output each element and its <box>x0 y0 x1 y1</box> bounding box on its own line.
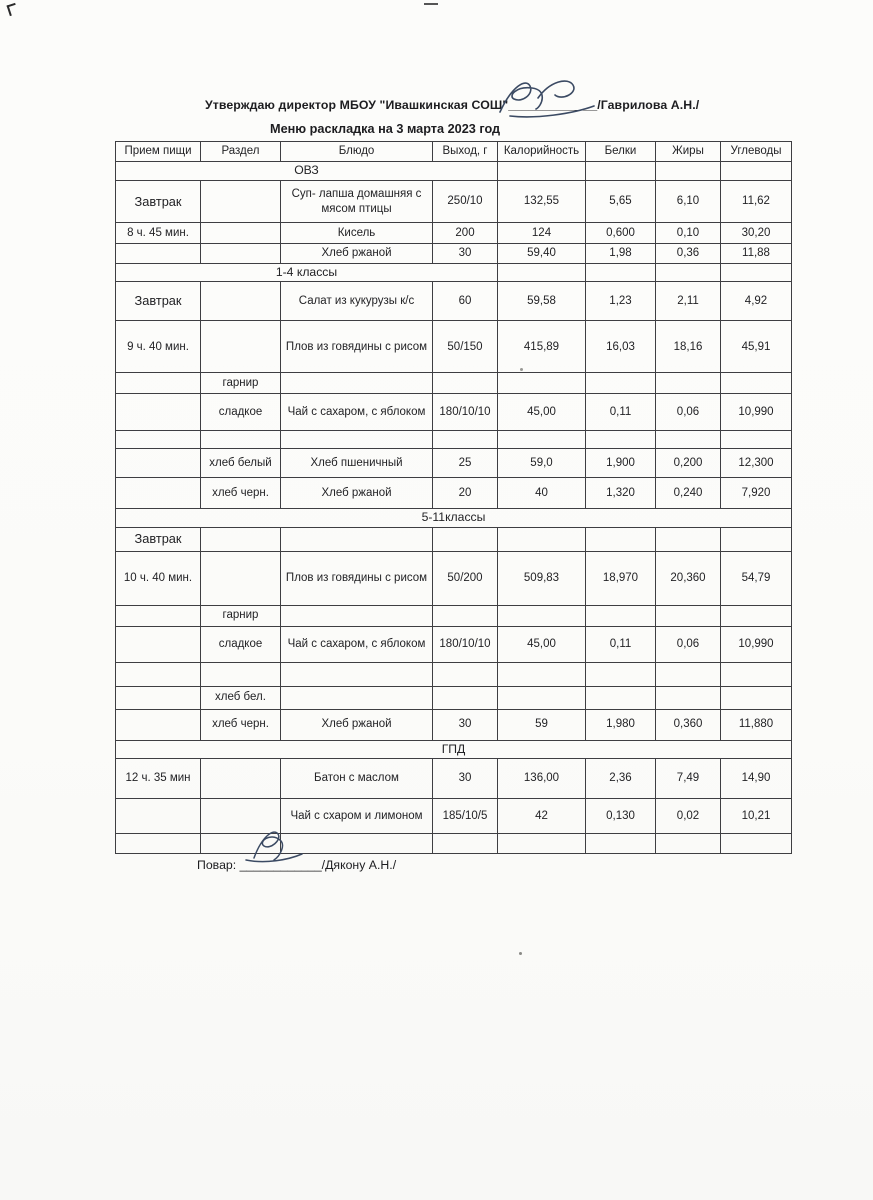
cook-name: /Дякону А.Н./ <box>321 858 397 872</box>
dish-cell <box>281 431 433 449</box>
protein-cell <box>586 662 656 686</box>
carbs-cell: 10,990 <box>721 626 792 662</box>
razdel-cell: сладкое <box>201 626 281 662</box>
carbs-cell: 10,21 <box>721 798 792 833</box>
table-row <box>116 449 792 478</box>
razdel-cell: сладкое <box>201 394 281 431</box>
carbs-cell <box>721 431 792 449</box>
approval-name: /Гаврилова А.Н./ <box>597 98 700 112</box>
table-row <box>116 626 792 662</box>
protein-cell: 0,11 <box>586 394 656 431</box>
output-cell <box>433 662 498 686</box>
output-cell <box>433 373 498 394</box>
document-title: Меню раскладка на 3 марта 2023 год <box>270 122 501 136</box>
razdel-cell: хлеб белый <box>201 449 281 478</box>
razdel-cell <box>201 798 281 833</box>
razdel-cell <box>201 321 281 373</box>
approval-line <box>205 98 699 112</box>
razdel-cell: хлеб черн. <box>201 478 281 509</box>
output-cell <box>433 686 498 709</box>
output-cell: 185/10/5 <box>433 798 498 833</box>
table-row <box>116 431 792 449</box>
column-header: Раздел <box>201 142 281 162</box>
fat-cell: 0,36 <box>656 244 721 264</box>
protein-cell <box>586 373 656 394</box>
razdel-cell <box>201 551 281 605</box>
calories-cell <box>498 373 586 394</box>
carbs-cell: 30,20 <box>721 223 792 244</box>
output-cell: 250/10 <box>433 181 498 223</box>
meal-time-cell <box>116 394 201 431</box>
dish-cell: Чай с схаром и лимоном <box>281 798 433 833</box>
cook-line <box>197 858 396 872</box>
table-row <box>116 244 792 264</box>
calories-cell: 136,00 <box>498 758 586 798</box>
fat-cell: 0,02 <box>656 798 721 833</box>
protein-cell: 0,130 <box>586 798 656 833</box>
table-row <box>116 223 792 244</box>
table-row <box>116 758 792 798</box>
dish-cell: Хлеб пшеничный <box>281 449 433 478</box>
empty-cell <box>656 162 721 181</box>
razdel-cell <box>201 244 281 264</box>
meal-time-cell <box>116 244 201 264</box>
fat-cell <box>656 527 721 551</box>
protein-cell: 18,970 <box>586 551 656 605</box>
section-row <box>116 162 792 181</box>
table-body <box>116 162 792 854</box>
empty-cell <box>586 162 656 181</box>
fat-cell: 0,06 <box>656 394 721 431</box>
protein-cell <box>586 605 656 626</box>
column-header: Калорийность <box>498 142 586 162</box>
empty-cell <box>721 162 792 181</box>
column-header: Выход, г <box>433 142 498 162</box>
meal-time-cell <box>116 449 201 478</box>
section-label: ГПД <box>116 740 792 758</box>
dish-cell <box>281 686 433 709</box>
table-row <box>116 709 792 740</box>
dish-cell: Плов из говядины с рисом <box>281 551 433 605</box>
section-label: 5-11классы <box>116 509 792 527</box>
output-cell: 30 <box>433 244 498 264</box>
fat-cell: 18,16 <box>656 321 721 373</box>
protein-cell: 1,98 <box>586 244 656 264</box>
section-row <box>116 740 792 758</box>
calories-cell: 509,83 <box>498 551 586 605</box>
column-header: Жиры <box>656 142 721 162</box>
dish-cell: Суп- лапша домашняя с мясом птицы <box>281 181 433 223</box>
carbs-cell <box>721 686 792 709</box>
empty-cell <box>586 264 656 282</box>
table-header-row <box>116 142 792 162</box>
scan-artifact-dot <box>519 952 522 955</box>
calories-cell <box>498 605 586 626</box>
meal-time-cell <box>116 686 201 709</box>
calories-cell: 59,0 <box>498 449 586 478</box>
cook-signature-blank: ____________ <box>239 858 322 872</box>
table-row <box>116 478 792 509</box>
calories-cell <box>498 833 586 853</box>
empty-cell <box>656 264 721 282</box>
meal-time-cell: Завтрак <box>116 527 201 551</box>
empty-cell <box>498 264 586 282</box>
carbs-cell <box>721 662 792 686</box>
protein-cell <box>586 833 656 853</box>
carbs-cell: 12,300 <box>721 449 792 478</box>
dish-cell: Чай с сахаром, с яблоком <box>281 626 433 662</box>
output-cell <box>433 605 498 626</box>
approval-text: Утверждаю директор МБОУ "Ивашкинская СОШ" <box>205 98 509 112</box>
carbs-cell: 14,90 <box>721 758 792 798</box>
calories-cell: 45,00 <box>498 394 586 431</box>
dish-cell <box>281 527 433 551</box>
output-cell <box>433 833 498 853</box>
meal-time-cell <box>116 798 201 833</box>
fat-cell: 20,360 <box>656 551 721 605</box>
meal-time-cell: 9 ч. 40 мин. <box>116 321 201 373</box>
razdel-cell: хлеб бел. <box>201 686 281 709</box>
output-cell: 25 <box>433 449 498 478</box>
fat-cell: 7,49 <box>656 758 721 798</box>
calories-cell: 59 <box>498 709 586 740</box>
dish-cell: Плов из говядины с рисом <box>281 321 433 373</box>
table-row <box>116 527 792 551</box>
section-row <box>116 264 792 282</box>
protein-cell: 1,980 <box>586 709 656 740</box>
calories-cell: 42 <box>498 798 586 833</box>
output-cell: 180/10/10 <box>433 394 498 431</box>
meal-time-cell: 8 ч. 45 мин. <box>116 223 201 244</box>
output-cell: 20 <box>433 478 498 509</box>
meal-time-cell <box>116 833 201 853</box>
meal-time-cell: 10 ч. 40 мин. <box>116 551 201 605</box>
carbs-cell <box>721 605 792 626</box>
table-row <box>116 551 792 605</box>
cook-label: Повар: <box>197 858 237 872</box>
column-header: Блюдо <box>281 142 433 162</box>
meal-time-cell <box>116 662 201 686</box>
calories-cell <box>498 527 586 551</box>
dish-cell: Чай с сахаром, с яблоком <box>281 394 433 431</box>
table-row <box>116 373 792 394</box>
table-row <box>116 686 792 709</box>
fat-cell <box>656 431 721 449</box>
calories-cell: 40 <box>498 478 586 509</box>
razdel-cell <box>201 758 281 798</box>
table-row <box>116 282 792 321</box>
table-row <box>116 605 792 626</box>
calories-cell: 415,89 <box>498 321 586 373</box>
protein-cell: 1,900 <box>586 449 656 478</box>
dish-cell: Кисель <box>281 223 433 244</box>
fat-cell <box>656 662 721 686</box>
output-cell: 50/200 <box>433 551 498 605</box>
table-row <box>116 321 792 373</box>
dish-cell: Салат из кукурузы к/с <box>281 282 433 321</box>
dish-cell: Батон с маслом <box>281 758 433 798</box>
table-row <box>116 798 792 833</box>
carbs-cell: 11,88 <box>721 244 792 264</box>
carbs-cell: 7,920 <box>721 478 792 509</box>
dish-cell <box>281 605 433 626</box>
column-header: Белки <box>586 142 656 162</box>
carbs-cell: 4,92 <box>721 282 792 321</box>
fat-cell: 0,360 <box>656 709 721 740</box>
carbs-cell: 54,79 <box>721 551 792 605</box>
razdel-cell <box>201 223 281 244</box>
meal-time-cell <box>116 626 201 662</box>
fat-cell <box>656 686 721 709</box>
razdel-cell <box>201 662 281 686</box>
calories-cell: 132,55 <box>498 181 586 223</box>
calories-cell: 124 <box>498 223 586 244</box>
carbs-cell: 11,880 <box>721 709 792 740</box>
meal-time-cell: Завтрак <box>116 282 201 321</box>
meal-time-cell <box>116 709 201 740</box>
meal-time-cell <box>116 373 201 394</box>
fat-cell: 6,10 <box>656 181 721 223</box>
fat-cell <box>656 605 721 626</box>
carbs-cell <box>721 527 792 551</box>
razdel-cell <box>201 181 281 223</box>
fat-cell <box>656 373 721 394</box>
fat-cell: 0,200 <box>656 449 721 478</box>
section-row <box>116 509 792 527</box>
meal-time-cell: Завтрак <box>116 181 201 223</box>
protein-cell: 0,600 <box>586 223 656 244</box>
razdel-cell: гарнир <box>201 373 281 394</box>
meal-time-cell <box>116 605 201 626</box>
calories-cell <box>498 431 586 449</box>
razdel-cell <box>201 527 281 551</box>
protein-cell <box>586 686 656 709</box>
dish-cell <box>281 662 433 686</box>
column-header: Углеводы <box>721 142 792 162</box>
section-label: ОВЗ <box>116 162 498 181</box>
calories-cell <box>498 686 586 709</box>
output-cell: 30 <box>433 758 498 798</box>
column-header: Прием пищи <box>116 142 201 162</box>
output-cell: 200 <box>433 223 498 244</box>
razdel-cell <box>201 431 281 449</box>
carbs-cell: 10,990 <box>721 394 792 431</box>
razdel-cell <box>201 833 281 853</box>
razdel-cell <box>201 282 281 321</box>
fat-cell: 0,240 <box>656 478 721 509</box>
fat-cell: 0,10 <box>656 223 721 244</box>
empty-cell <box>498 162 586 181</box>
table-row <box>116 394 792 431</box>
empty-cell <box>721 264 792 282</box>
protein-cell: 5,65 <box>586 181 656 223</box>
dish-cell <box>281 373 433 394</box>
protein-cell <box>586 527 656 551</box>
carbs-cell <box>721 833 792 853</box>
table-row <box>116 181 792 223</box>
meal-time-cell <box>116 478 201 509</box>
fat-cell: 2,11 <box>656 282 721 321</box>
protein-cell <box>586 431 656 449</box>
protein-cell: 16,03 <box>586 321 656 373</box>
protein-cell: 1,320 <box>586 478 656 509</box>
director-signature-blank: _____________ <box>508 98 598 112</box>
razdel-cell: гарнир <box>201 605 281 626</box>
output-cell: 60 <box>433 282 498 321</box>
output-cell: 30 <box>433 709 498 740</box>
carbs-cell: 11,62 <box>721 181 792 223</box>
output-cell <box>433 527 498 551</box>
dish-cell: Хлеб ржаной <box>281 478 433 509</box>
output-cell <box>433 431 498 449</box>
protein-cell: 1,23 <box>586 282 656 321</box>
calories-cell: 59,58 <box>498 282 586 321</box>
fat-cell <box>656 833 721 853</box>
table-row <box>116 833 792 853</box>
dish-cell <box>281 833 433 853</box>
table-row <box>116 662 792 686</box>
fat-cell: 0,06 <box>656 626 721 662</box>
output-cell: 180/10/10 <box>433 626 498 662</box>
menu-table <box>115 141 792 854</box>
dish-cell: Хлеб ржаной <box>281 244 433 264</box>
carbs-cell <box>721 373 792 394</box>
meal-time-cell <box>116 431 201 449</box>
calories-cell: 59,40 <box>498 244 586 264</box>
protein-cell: 2,36 <box>586 758 656 798</box>
calories-cell: 45,00 <box>498 626 586 662</box>
scan-artifact-line <box>424 3 438 5</box>
calories-cell <box>498 662 586 686</box>
meal-time-cell: 12 ч. 35 мин <box>116 758 201 798</box>
section-label: 1-4 классы <box>116 264 498 282</box>
razdel-cell: хлеб черн. <box>201 709 281 740</box>
dish-cell: Хлеб ржаной <box>281 709 433 740</box>
protein-cell: 0,11 <box>586 626 656 662</box>
carbs-cell: 45,91 <box>721 321 792 373</box>
scan-artifact-mark <box>7 3 19 16</box>
output-cell: 50/150 <box>433 321 498 373</box>
